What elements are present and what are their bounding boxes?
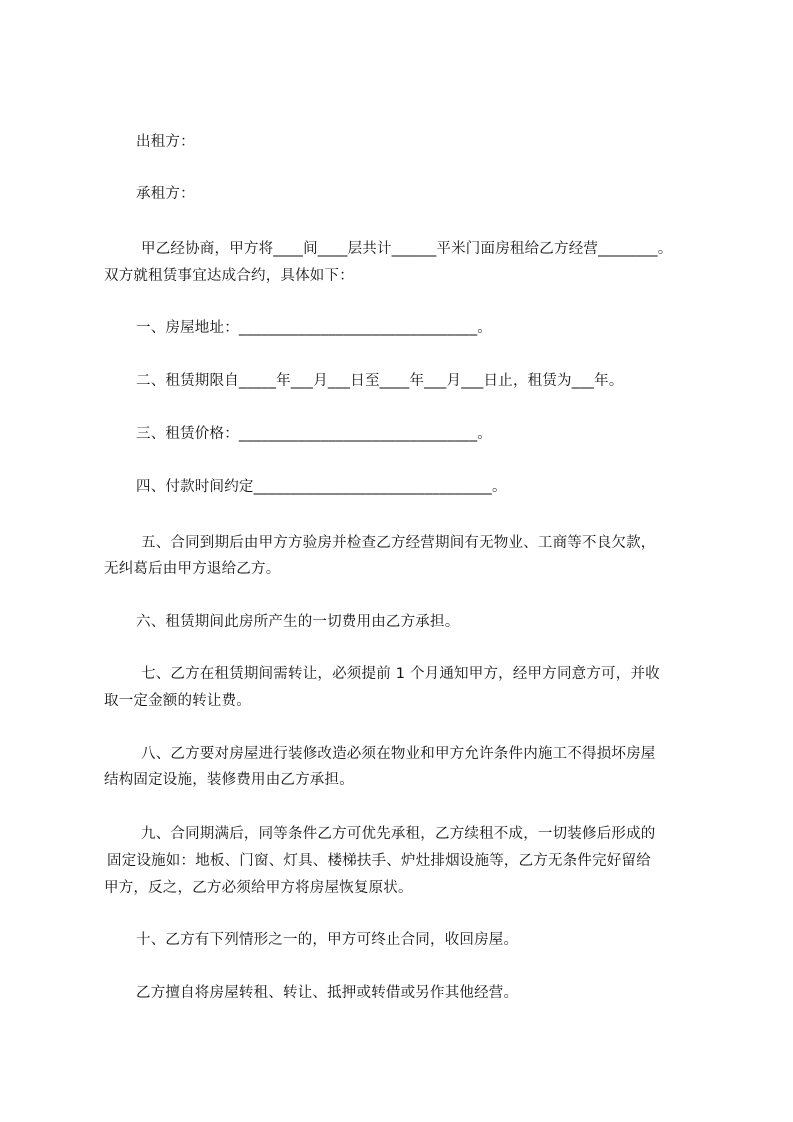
clause-7-line-1: 七、乙方在租赁期间需转让，必须提前 1 个月通知甲方，经甲方同意方可，并收 — [141, 666, 660, 682]
clause-9-line-1: 九、合同期满后，同等条件乙方可优先承租，乙方续租不成，一切装修后形成的 — [141, 826, 656, 842]
clause-5-line-2: 无纠葛后由甲方退给乙方。 — [104, 561, 281, 577]
lessor-label: 出租方： — [136, 134, 195, 150]
clause-10: 十、乙方有下列情形之一的，甲方可终止合同，收回房屋。 — [136, 932, 519, 948]
clause-10-item: 乙方擅自将房屋转租、转让、抵押或转借或另作其他经营。 — [136, 985, 519, 1001]
lessee-label: 承租方： — [136, 186, 195, 202]
clause-4-payment: 四、付款时间约定________________________________。 — [136, 479, 507, 495]
intro-paragraph-line-2: 双方就租赁事宜达成合约，具体如下： — [104, 268, 354, 284]
clause-9-line-3: 甲方，反之，乙方必须给甲方将房屋恢复原状。 — [104, 880, 413, 896]
intro-paragraph-line-1: 甲乙经协商，甲方将____间____层共计______平米门面房租给乙方经营________。 — [141, 241, 673, 257]
clause-8-line-2: 结构固定设施，装修费用由乙方承担。 — [104, 772, 354, 788]
clause-9-line-2: 固定设施如：地板、门窗、灯具、楼梯扶手、炉灶排烟设施等，乙方无条件完好留给 — [107, 853, 651, 869]
clause-5-line-1: 五、合同到期后由甲方方验房并检查乙方经营期间有无物业、工商等不良欠款， — [141, 535, 656, 551]
clause-2-term: 二、租赁期限自_____年___月___日至____年___月___日止，租赁为___年。 — [136, 373, 624, 389]
clause-8-line-1: 八、乙方要对房屋进行装修改造必须在物业和甲方允许条件内施工不得损坏房屋 — [141, 746, 656, 762]
clause-6: 六、租赁期间此房所产生的一切费用由乙方承担。 — [136, 614, 460, 630]
clause-3-price: 三、租赁价格：________________________________。 — [136, 426, 492, 442]
clause-7-line-2: 取一定金额的转让费。 — [104, 693, 251, 709]
clause-1-address: 一、房屋地址：________________________________。 — [136, 320, 492, 336]
